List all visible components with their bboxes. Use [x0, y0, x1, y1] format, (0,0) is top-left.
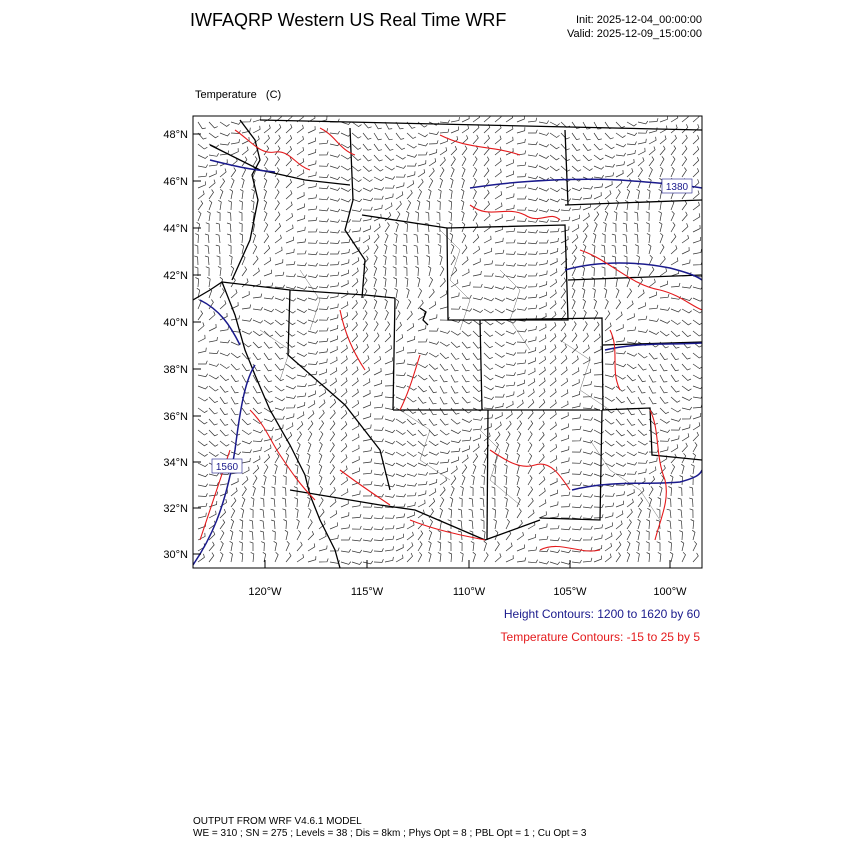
lon-label-120w: 120°W	[248, 586, 282, 598]
footer-model-line: OUTPUT FROM WRF V4.6.1 MODEL	[193, 816, 362, 827]
valid-time: Valid: 2025-12-09_15:00:00	[567, 28, 702, 40]
lat-label-30n: 30°N	[163, 549, 188, 561]
model-footer	[193, 816, 586, 840]
temperature-field-label: Temperature (C)	[195, 89, 282, 101]
lat-label-32n: 32°N	[163, 503, 188, 515]
lat-label-46n: 46°N	[163, 176, 188, 188]
lat-label-36n: 36°N	[163, 411, 188, 423]
lat-label-40n: 40°N	[163, 317, 188, 329]
lat-label-48n: 48°N	[163, 129, 188, 141]
temperature-contours-note: Temperature Contours: -15 to 25 by 5	[500, 630, 700, 644]
lat-label-38n: 38°N	[163, 364, 188, 376]
weather-map	[140, 110, 720, 610]
lat-label-34n: 34°N	[163, 457, 188, 469]
lon-label-115w: 115°W	[350, 586, 384, 598]
footer-params-line: WE = 310 ; SN = 275 ; Levels = 38 ; Dis = 8km ; Phys Opt = 8 ; PBL Opt = 1 ; Cu Opt = 3	[193, 828, 587, 839]
lat-label-44n: 44°N	[163, 223, 188, 235]
height-contours-note: Height Contours: 1200 to 1620 by 60	[503, 607, 700, 621]
contour-label-1380: 1380	[665, 182, 689, 193]
map-title: IWFAQRP Western US Real Time WRF	[190, 10, 507, 30]
map-panel	[140, 110, 720, 610]
lat-label-42n: 42°N	[163, 270, 188, 282]
contour-label-1560: 1560	[215, 462, 239, 473]
plot-area	[193, 116, 702, 568]
lon-label-110w: 110°W	[452, 586, 486, 598]
init-time: Init: 2025-12-04_00:00:00	[576, 14, 702, 26]
init-valid-times	[567, 13, 702, 41]
lon-label-100w: 100°W	[653, 586, 687, 598]
lon-label-105w: 105°W	[553, 586, 587, 598]
